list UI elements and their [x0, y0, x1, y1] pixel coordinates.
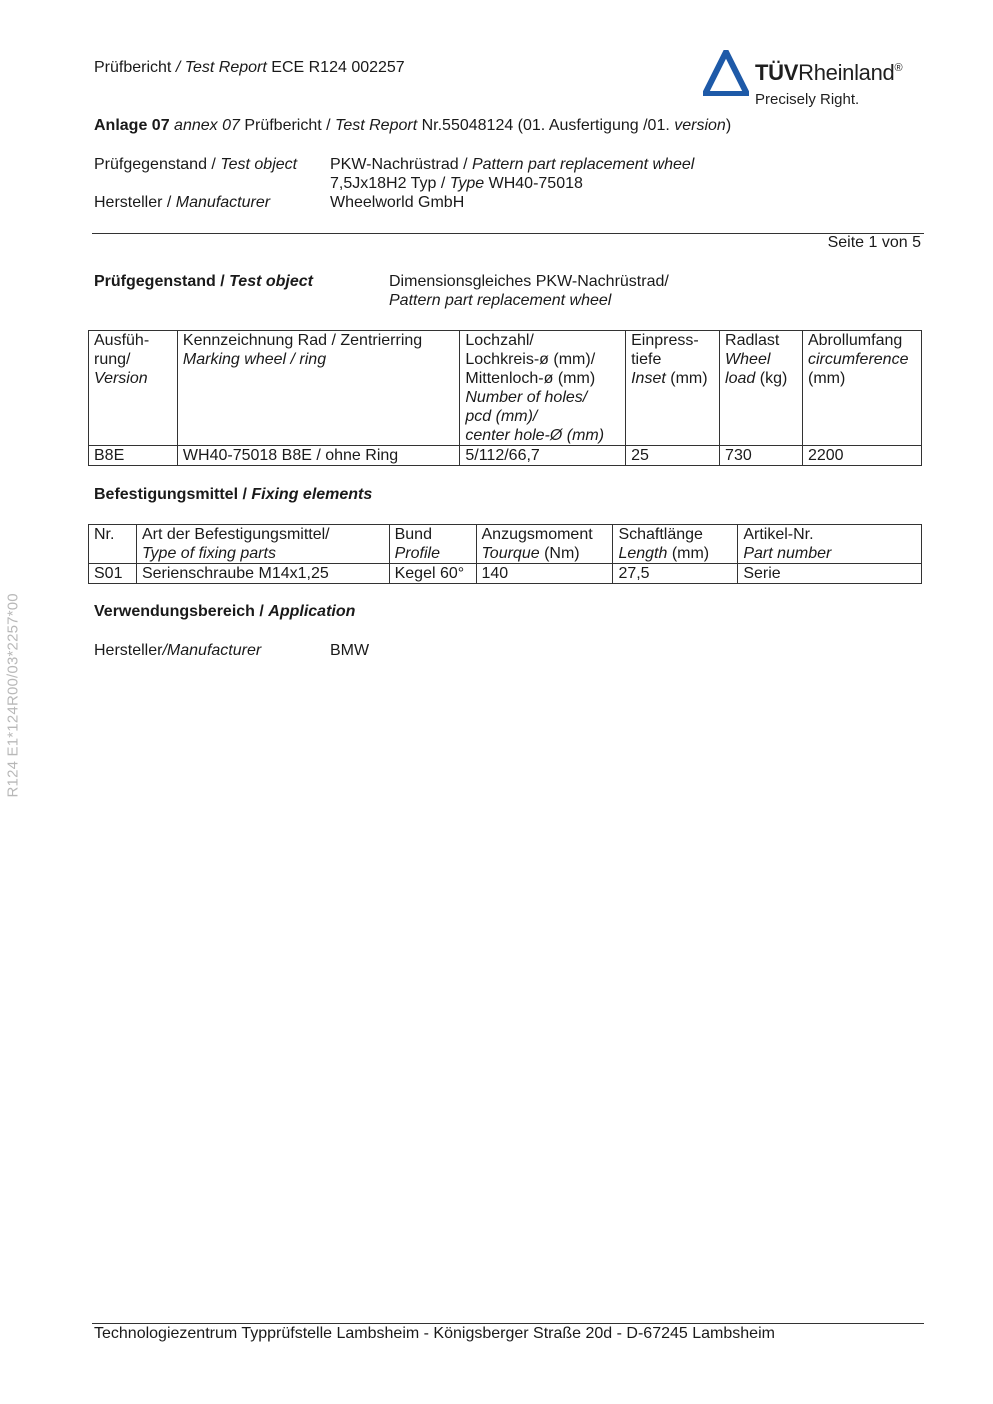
report-header-title: Prüfbericht / Test Report ECE R124 002257	[94, 59, 405, 76]
header-fixing-type: Art der Befestigungsmittel/ Type of fixing parts	[136, 525, 389, 564]
footer-address: Technologiezentrum Typprüfstelle Lambsheim - Königsberger Straße 20d - D-67245 Lambsheim	[94, 1325, 775, 1342]
header-holes-pcd: Lochzahl/ Lochkreis-ø (mm)/ Mittenloch-ø (mm) Number of holes/ pcd (mm)/ center hole-Ø (mm)	[460, 331, 626, 446]
fixing-elements-heading: Befestigungsmittel / Fixing elements	[94, 486, 373, 503]
cell-marking: WH40-75018 B8E / ohne Ring	[177, 446, 459, 466]
header-circumference: Abrollumfang circumference (mm)	[802, 331, 921, 446]
manufacturer-label: Hersteller / Manufacturer	[94, 194, 271, 211]
info-row-manufacturer	[94, 193, 694, 212]
table-row	[89, 564, 922, 584]
header-nr: Nr.	[89, 525, 137, 564]
tuv-rheinland-logo	[703, 48, 928, 110]
header-profile: Bund Profile	[389, 525, 476, 564]
report-info-block	[94, 155, 694, 212]
header-wheel-load: Radlast Wheel load (kg)	[720, 331, 803, 446]
cell-part-number: Serie	[738, 564, 922, 584]
cell-circumference: 2200	[802, 446, 921, 466]
cell-profile: Kegel 60°	[389, 564, 476, 584]
test-object-type: 7,5Jx18H2 Typ / Type WH40-75018	[330, 175, 583, 192]
cell-fixing-type: Serienschraube M14x1,25	[136, 564, 389, 584]
manufacturer-value: Wheelworld GmbH	[330, 194, 465, 211]
test-object-label: Prüfgegenstand / Test object	[94, 156, 298, 173]
cell-inset: 25	[626, 446, 720, 466]
cell-torque: 140	[476, 564, 613, 584]
cell-holes-pcd: 5/112/66,7	[460, 446, 626, 466]
footer-divider	[92, 1323, 924, 1324]
annex-line: Anlage 07 annex 07 Prüfbericht / Test Report Nr.55048124 (01. Ausfertigung /01. version)	[94, 117, 732, 134]
cell-wheel-load: 730	[720, 446, 803, 466]
test-object-heading: Prüfgegenstand / Test object	[94, 273, 313, 290]
table-header-row	[89, 525, 922, 564]
test-object-value: PKW-Nachrüstrad / Pattern part replacement wheel	[330, 156, 695, 173]
info-row-type	[94, 174, 694, 193]
cell-shaft-length: 27,5	[613, 564, 738, 584]
header-inset: Einpress- tiefe Inset (mm)	[626, 331, 720, 446]
page-number: Seite 1 von 5	[827, 234, 921, 251]
logo-tagline: Precisely Right.	[755, 91, 860, 108]
approval-number-stamp: R124 E1*124R00/03*2257*00	[4, 593, 22, 798]
cell-version: B8E	[89, 446, 178, 466]
header-version: Ausfüh- rung/ Version	[89, 331, 178, 446]
header-part-number: Artikel-Nr. Part number	[738, 525, 922, 564]
header-marking: Kennzeichnung Rad / Zentrierring Marking wheel / ring	[177, 331, 459, 446]
header-divider	[92, 233, 924, 234]
tuv-triangle-logo-icon	[703, 50, 749, 96]
cell-nr: S01	[89, 564, 137, 584]
header-torque: Anzugsmoment Tourque (Nm)	[476, 525, 613, 564]
table-header-row	[89, 331, 922, 446]
info-row-test-object	[94, 155, 694, 174]
wheel-table	[88, 330, 922, 466]
application-manufacturer-label: Hersteller/Manufacturer	[94, 642, 262, 659]
logo-brand-text: TÜVRheinland®	[755, 60, 903, 85]
test-object-description: Dimensionsgleiches PKW-Nachrüstrad/ Pattern part replacement wheel	[389, 273, 669, 309]
fixing-table	[88, 524, 922, 584]
application-heading: Verwendungsbereich / Application	[94, 603, 356, 620]
header-shaft-length: Schaftlänge Length (mm)	[613, 525, 738, 564]
application-manufacturer-value: BMW	[330, 642, 370, 659]
table-row	[89, 446, 922, 466]
